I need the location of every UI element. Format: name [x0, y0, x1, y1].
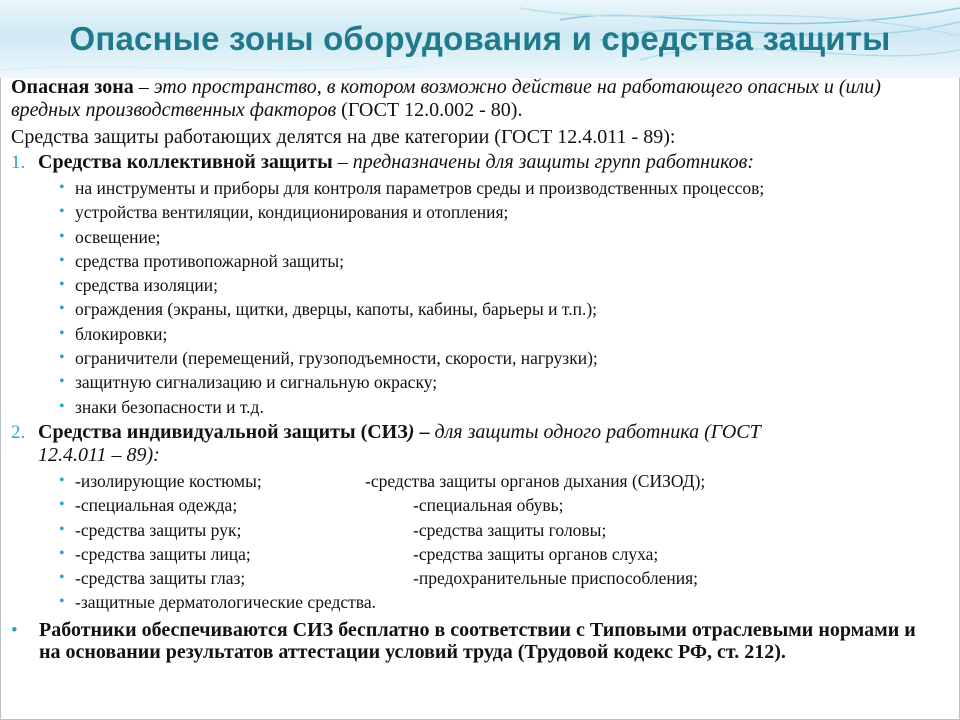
bullet-icon: • [59, 471, 65, 489]
bullet-icon: • [59, 227, 65, 245]
collective-list [11, 176, 941, 419]
bullet-icon: • [59, 203, 65, 221]
bullet-icon: • [59, 276, 65, 294]
list-item: • блокировки; [59, 322, 941, 346]
definition-text: – это пространство, в котором возможно действие на работающего опасных и (или) вредных производственных факторов [11, 76, 881, 121]
list-item: • устройства вентиляции, кондиционирования и отопления; [59, 200, 941, 224]
collective-desc: – предназначены для защиты групп работников: [332, 151, 755, 173]
bullet-icon: • [59, 349, 65, 367]
collective-number: 1. [11, 152, 26, 173]
list-item: • ограничители (перемещений, грузоподъемности, скорости, нагрузки); [59, 346, 941, 370]
collective-title: Средства коллективной защиты [38, 151, 333, 173]
individual-desc-line2: 12.4.011 – 89): [38, 443, 160, 466]
list-item: • средства изоляции; [59, 273, 941, 297]
list-item: • защитную сигнализацию и сигнальную окраску; [59, 370, 941, 394]
bullet-icon: • [59, 569, 65, 587]
bullet-icon: • [59, 324, 65, 342]
collective-heading [11, 151, 941, 174]
bullet-icon: • [59, 496, 65, 514]
bullet-icon: • [59, 520, 65, 538]
bullet-icon: • [59, 544, 65, 562]
bullet-icon: • [59, 373, 65, 391]
bullet-icon: • [59, 300, 65, 318]
list-item: • -защитные дерматологические средства. [59, 590, 941, 614]
list-item: • -изолирующие костюмы; -средства защиты органов дыхания (СИЗОД); [59, 469, 941, 493]
conclusion-paragraph [11, 619, 941, 664]
list-item: • -средства защиты рук; -средства защиты головы; [59, 518, 941, 542]
individual-paren: ) [407, 420, 415, 443]
list-item: • на инструменты и приборы для контроля параметров среды и производственных процессов; [59, 176, 941, 200]
conclusion-text: Работники обеспечиваются СИЗ бесплатно в соответствии с Типовыми отраслевыми нормами и на основании результатов аттестации условий труда (Трудовой кодекс РФ, ст. 212). [39, 618, 916, 664]
list-item: • знаки безопасности и т.д. [59, 395, 941, 419]
list-item: • -средства защиты лица; -средства защиты органов слуха; [59, 542, 941, 566]
bullet-icon: • [59, 397, 65, 415]
definition-term: Опасная зона [11, 76, 134, 98]
definition-ref: (ГОСТ 12.0.002 - 80). [336, 99, 523, 121]
individual-list [11, 469, 941, 615]
list-item: • -специальная одежда; -специальная обувь; [59, 493, 941, 517]
intro-paragraph: Средства защиты работающих делятся на две категории (ГОСТ 12.4.011 - 89): [11, 126, 676, 148]
individual-desc-line1: для защиты одного работника (ГОСТ [429, 420, 761, 443]
individual-number: 2. [11, 421, 26, 443]
individual-title: Средства индивидуальной защиты (СИЗ [38, 420, 408, 443]
bullet-icon: • [59, 179, 65, 196]
slide-title: Опасные зоны оборудования и средства защиты [69, 20, 891, 57]
definition-paragraph [11, 76, 941, 122]
individual-heading [11, 421, 941, 467]
list-item: • -средства защиты глаз; -предохранительные приспособления; [59, 566, 941, 590]
list-item: • освещение; [59, 225, 941, 249]
list-item: • ограждения (экраны, щитки, дверцы, капоты, кабины, барьеры и т.п.); [59, 297, 941, 321]
bullet-icon: • [59, 593, 65, 611]
bullet-icon: • [59, 251, 65, 269]
list-item: • средства противопожарной защиты; [59, 249, 941, 273]
individual-dash: – [414, 420, 430, 443]
slide-body [11, 76, 941, 664]
bullet-icon: • [11, 619, 18, 641]
